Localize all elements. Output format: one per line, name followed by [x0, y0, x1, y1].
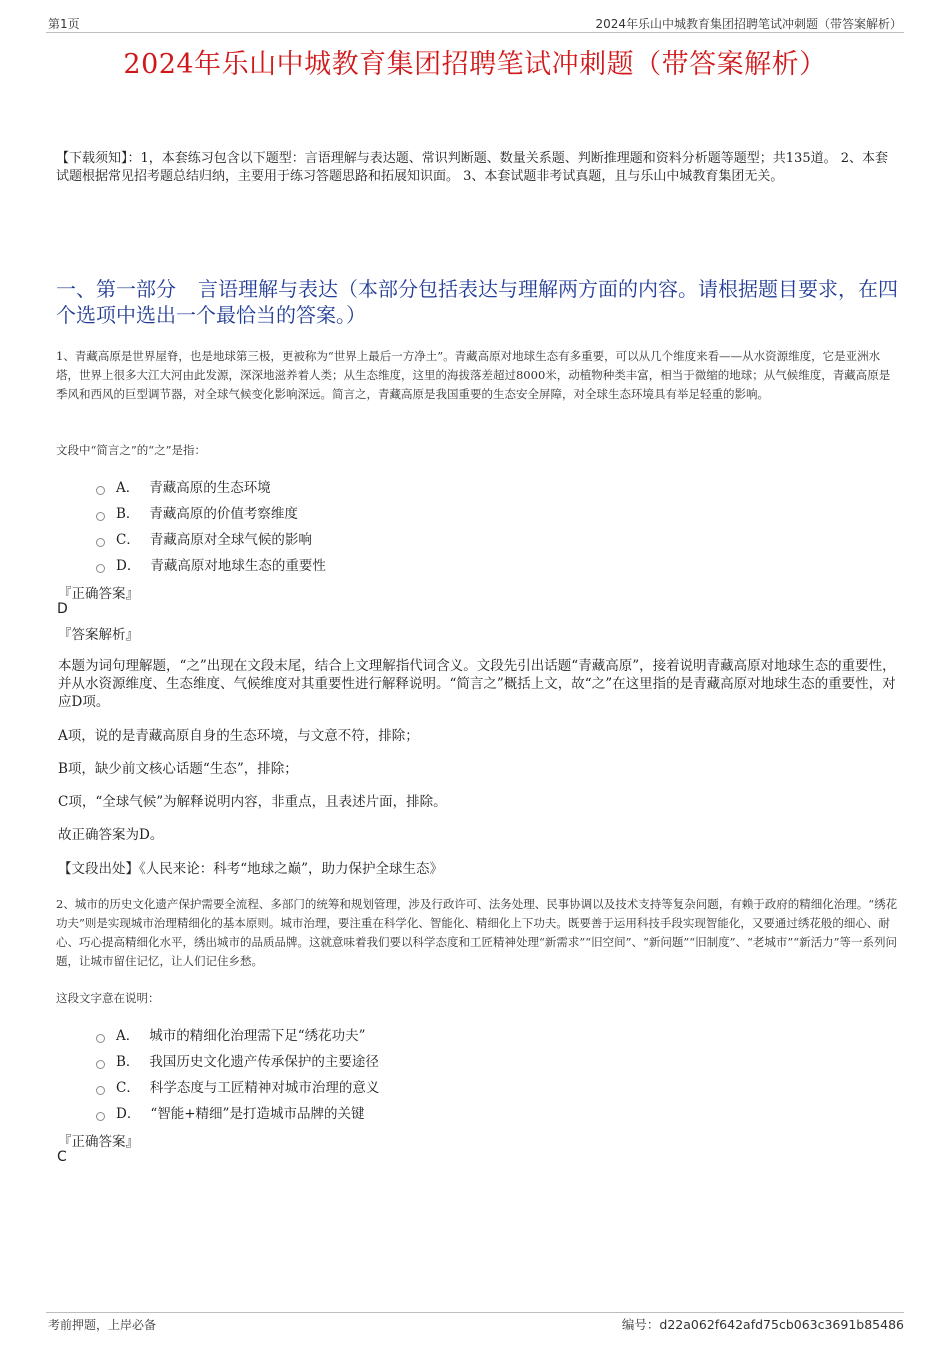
q2-options [96, 1021, 379, 1125]
section-head: 一、第一部分 [56, 277, 176, 301]
page-number: 第1页 [48, 17, 80, 31]
q2-passage: 2、城市的历史文化遗产保护需要全流程、多部门的统筹和规划管理，涉及行政许可、法务处理、民事协调以及技术支持等复杂问题，有赖于政府的精细化治理。“绣花功夫”则是实现城市治理精细化的基本原则。城市治理，要注重在科学化、智能化、精细化上下功夫。既要善于运用科技手段实现智能化，又要通过绣花般的细心、耐心、巧心提高精细化水平，绣出城市的品质品牌。这就意味着我们要以科学态度和工匠精神处理“新需求”“旧空间”、“新问题”“旧制度”、“老城市”“新活力”等一系列问题，让城市留住记忆，让人们记住乡愁。 [56, 897, 898, 968]
q1-note-a: A项，说的是青藏高原自身的生态环境，与文意不符，排除； [58, 728, 419, 744]
q2-option-a[interactable]: A． 城市的精细化治理需下足“绣花功夫” [96, 1021, 379, 1047]
q1-options [96, 473, 326, 577]
q2-option-d[interactable]: D． “智能+精细”是打造城市品牌的关键 [96, 1099, 379, 1125]
q1-answer: D [57, 601, 68, 617]
footer-code: 编号：d22a062f642afd75cb063c3691b85486 [621, 1317, 904, 1332]
q2-stem: 这段文字意在说明： [56, 991, 160, 1005]
q1-option-c[interactable]: C． 青藏高原对全球气候的影响 [96, 525, 326, 551]
q1-option-d[interactable]: D． 青藏高原对地球生态的重要性 [96, 551, 326, 577]
q2-option-b[interactable]: B． 我国历史文化遗产传承保护的主要途径 [96, 1047, 379, 1073]
q1-stem: 文段中“简言之”的“之”是指： [56, 443, 207, 457]
footer-slogan: 考前押题，上岸必备 [48, 1318, 157, 1332]
radio-icon[interactable] [96, 1034, 105, 1043]
q1-conclusion: 故正确答案为D。 [58, 827, 164, 843]
q1-option-a[interactable]: A． 青藏高原的生态环境 [96, 473, 326, 499]
download-notice: 【下载须知】：1，本套练习包含以下题型：言语理解与表达题、常识判断题、数量关系题、判断推理题和资料分析题等题型；共135道。 2、本套试题根据常见招考题总结归纳，主要用于练习答题思路和拓展知识面。 3、本套试题非考试真题，且与乐山中城教育集团无关。 [56, 151, 888, 184]
q1-analysis: 本题为词句理解题，“之”出现在文段末尾，结合上文理解指代词含义。文段先引出话题“青藏高原”，接着说明青藏高原对地球生态的重要性，并从水资源维度、生态维度、气候维度对其重要性进行解释说明。“简言之”概括上文，故“之”在这里指的是青藏高原对地球生态的重要性，对应D项。 [58, 658, 896, 710]
section-description: 言语理解与表达（本部分包括表达与理解两方面的内容。请根据题目要求，在四个选项中选出一个最恰当的答案。） [56, 277, 898, 327]
page-title: 2024年乐山中城教育集团招聘笔试冲刺题（带答案解析） [123, 49, 827, 80]
radio-icon[interactable] [96, 564, 105, 573]
q2-answer-label: 『正确答案』 [58, 1134, 139, 1150]
q1-source: 【文段出处】《人民来论：科考“地球之巅”，助力保护全球生态》 [58, 861, 444, 877]
radio-icon[interactable] [96, 538, 105, 547]
q1-answer-label: 『正确答案』 [58, 586, 139, 602]
q1-note-b: B项，缺少前文核心话题“生态”，排除； [58, 761, 298, 777]
q1-passage: 1、青藏高原是世界屋脊，也是地球第三极，更被称为“世界上最后一方净土”。青藏高原对地球生态有多重要，可以从几个维度来看——从水资源维度，它是亚洲水塔，世界上很多大江大河由此发源，深深地滋养着人类；从生态维度，这里的海拔落差超过8000米，动植物种类丰富，相当于微缩的地球；从气候维度，青藏高原是季风和西风的巨型调节器，对全球气候变化影响深远。简言之，青藏高原是我国重要的生态安全屏障，对全球生态环境具有举足轻重的影响。 [56, 349, 891, 401]
q2-option-c[interactable]: C． 科学态度与工匠精神对城市治理的意义 [96, 1073, 379, 1099]
page-header [46, 14, 904, 33]
radio-icon[interactable] [96, 1060, 105, 1069]
header-doc-title: 2024年乐山中城教育集团招聘笔试冲刺题（带答案解析） [595, 17, 902, 31]
q1-option-b[interactable]: B． 青藏高原的价值考察维度 [96, 499, 326, 525]
q1-note-c: C项，“全球气候”为解释说明内容，非重点，且表述片面，排除。 [58, 794, 447, 810]
page-footer [46, 1312, 904, 1331]
q2-answer: C [57, 1149, 67, 1165]
q1-analysis-label: 『答案解析』 [58, 627, 139, 643]
radio-icon[interactable] [96, 512, 105, 521]
section-heading [56, 276, 898, 328]
radio-icon[interactable] [96, 1112, 105, 1121]
radio-icon[interactable] [96, 486, 105, 495]
radio-icon[interactable] [96, 1086, 105, 1095]
